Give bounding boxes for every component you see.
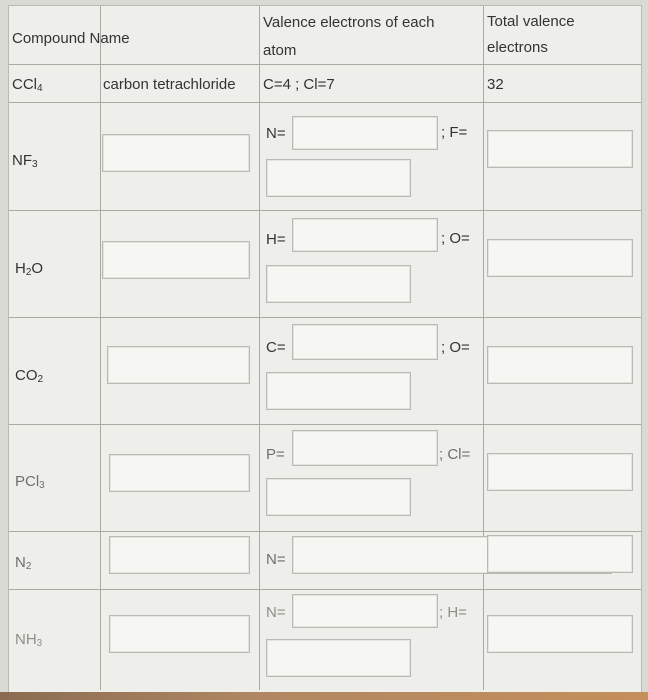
compound-formula: $NH_3$: [15, 631, 43, 649]
valence-electrons: C=4 ; Cl=7: [263, 76, 335, 93]
atom2-label: ; F=: [441, 124, 468, 141]
total-valence-input[interactable]: [487, 453, 633, 491]
atom2-valence-input[interactable]: [266, 265, 411, 303]
compound-formula: $H_2O$: [15, 260, 44, 278]
compound-name-input[interactable]: [107, 346, 250, 384]
bottom-edge: [0, 692, 648, 700]
header-valence-line2: atom: [263, 42, 297, 59]
valence-worksheet-table: [8, 5, 642, 695]
atom2-label: ; O=: [441, 230, 470, 247]
row-divider: [9, 589, 641, 590]
compound-name-input[interactable]: [109, 615, 250, 653]
total-valence-input[interactable]: [487, 535, 633, 573]
atom1-label: C=: [266, 339, 286, 356]
column-divider: [259, 6, 260, 690]
atom1-label: N=: [266, 125, 286, 142]
column-divider: [483, 6, 484, 690]
compound-name-input[interactable]: [109, 454, 250, 492]
row-divider: [9, 424, 641, 425]
header-compound-name: Compound Name: [12, 30, 130, 47]
row-divider: [9, 64, 641, 65]
row-divider: [9, 102, 641, 103]
compound-name: carbon tetrachloride: [103, 76, 236, 93]
compound-name-input[interactable]: [102, 134, 250, 172]
atom2-valence-input[interactable]: [266, 639, 411, 677]
compound-formula: $CO_2$: [15, 367, 44, 385]
atom1-label: H=: [266, 231, 286, 248]
compound-formula: PCl$_3$: [15, 473, 45, 491]
atom2-valence-input[interactable]: [266, 478, 411, 516]
compound-name-input[interactable]: [109, 536, 250, 574]
compound-formula: $NF_3$: [12, 152, 38, 170]
atom1-valence-input[interactable]: [292, 430, 438, 466]
header-total-line1: Total valence: [487, 13, 575, 30]
atom2-valence-input[interactable]: [266, 159, 411, 197]
atom2-label: ; Cl=: [439, 446, 471, 463]
total-valence-input[interactable]: [487, 130, 633, 168]
atom1-label: P=: [266, 446, 285, 463]
total-valence-input[interactable]: [487, 239, 633, 277]
atom1-valence-input[interactable]: [292, 324, 438, 360]
atom2-label: ; H=: [439, 604, 467, 621]
atom1-label: N=: [266, 604, 286, 621]
row-divider: [9, 531, 641, 532]
total-valence: 32: [487, 76, 504, 93]
column-divider: [100, 6, 101, 690]
atom1-label: N=: [266, 551, 286, 568]
compound-name-input[interactable]: [102, 241, 250, 279]
compound-formula: CCl$_4$: [12, 76, 43, 94]
atom2-label: ; O=: [441, 339, 470, 356]
atom1-valence-input[interactable]: [292, 594, 438, 628]
atom2-valence-input[interactable]: [266, 372, 411, 410]
header-valence-line1: Valence electrons of each: [263, 14, 435, 31]
atom1-valence-input[interactable]: [292, 116, 438, 150]
compound-formula: $N_2$: [15, 554, 32, 572]
total-valence-input[interactable]: [487, 615, 633, 653]
atom1-valence-input[interactable]: [292, 218, 438, 252]
total-valence-input[interactable]: [487, 346, 633, 384]
row-divider: [9, 317, 641, 318]
row-divider: [9, 210, 641, 211]
header-total-line2: electrons: [487, 39, 548, 56]
